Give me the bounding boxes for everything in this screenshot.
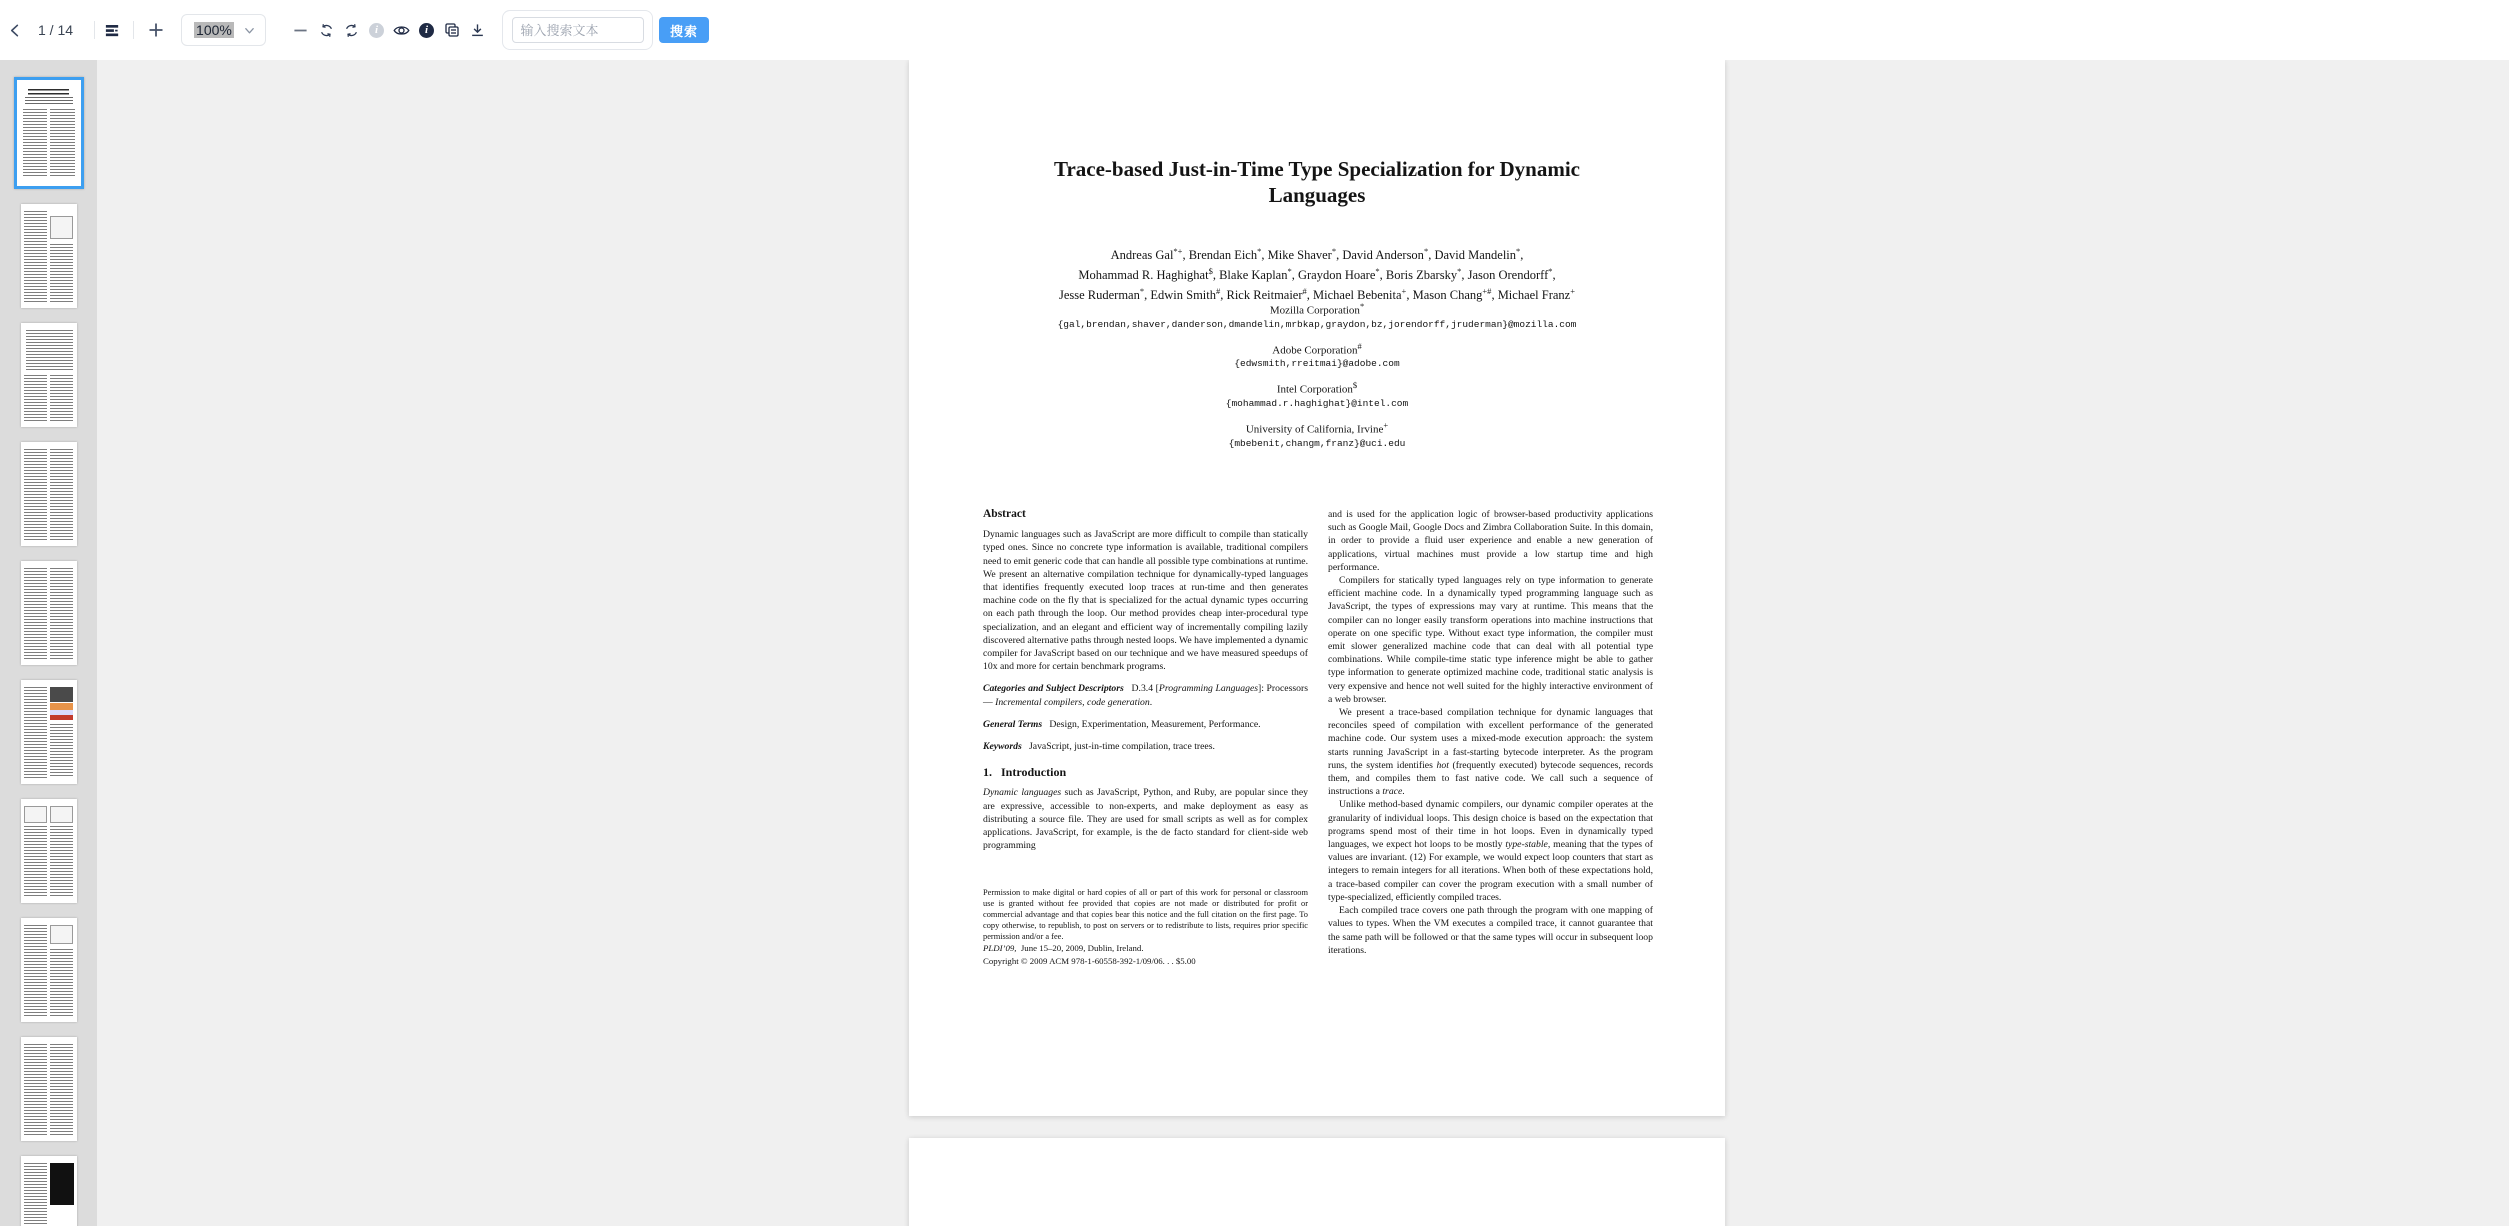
thumbnail-panel-icon xyxy=(104,22,121,39)
chevron-down-icon xyxy=(244,25,255,36)
page-thumbnail-1[interactable] xyxy=(14,77,84,189)
plus-icon xyxy=(148,22,164,38)
info-disabled-button xyxy=(369,17,384,43)
thumbnail-page-image xyxy=(21,323,77,427)
body-paragraph: and is used for the application logic of browser-based productivity applications such as Google Mail, Google Docs and Zimbra Collaboration Suite. In this domain, in order to provide a fluid user experience and enable a new generation of applications, virtual machines must provide a low startup time and high performance. xyxy=(1328,509,1653,573)
affiliation: University of California, Irvine+ {mbebenit,changm,franz}@uci.edu xyxy=(1228,419,1406,449)
page-thumbnail-7[interactable] xyxy=(21,799,77,903)
toolbar-divider xyxy=(133,21,134,39)
toolbar-divider xyxy=(94,21,95,39)
rotate-clockwise-icon xyxy=(319,23,334,38)
thumbnail-page-image xyxy=(21,918,77,1022)
body-paragraph: Each compiled trace covers one path through the program with one mapping of values to types. When the VM executes a compiled trace, it cannot guarantee that the same path will be followed or that the same types will occur in subsequent loop iterations. xyxy=(1328,905,1653,956)
copyright-line: Copyright © 2009 ACM 978-1-60558-392-1/09/06. . . $5.00 xyxy=(983,955,1196,966)
printer-icon xyxy=(444,22,460,38)
paper-body-columns xyxy=(983,508,1653,967)
info-disabled-icon: i xyxy=(369,23,384,38)
affiliation: Intel Corporation$ {mohammad.r.haghighat}@intel.com xyxy=(1225,380,1409,409)
search-box xyxy=(502,10,653,50)
page-thumbnail-10[interactable] xyxy=(21,1156,77,1226)
body-paragraph: We present a trace-based compilation technique for dynamic languages that reconciles speed of compilation with excellent performance of the generated machine code. Our system uses a mixed-mode execution approach: the system starts running JavaScript in a fast-starting bytecode interpreter. As the program runs, the system identifies hot (frequently executed) bytecode sequences, records them, and compiles them to fast native code. We call such a sequence of instructions a trace. xyxy=(1328,707,1653,798)
info-icon: i xyxy=(419,23,434,38)
thumbnail-page-image xyxy=(21,204,77,308)
thumbnail-page-image xyxy=(21,1037,77,1141)
introduction-text: Dynamic languages such as JavaScript, Python, and Ruby, are popular since they are expressive, accessible to non-experts, and make deployment as easy as distributing a source file. They are used for small scripts as well as for complex applications. JavaScript, for example, is the de facto standard for client-side web programming xyxy=(983,787,1308,852)
paper-authors: Andreas Gal*+, Brendan Eich*, Mike Shaver*, David Anderson*, David Mandelin*, Mohammad R. Haghighat$, Blake Kaplan*, Graydon Hoare*, Boris Zbarsky*, Jason Orendorff*, Jesse Ruderman*, Edwin Smith#, Rick Reitmaier#, Michael Bebenita+, Mason Chang+#, Michael Franz+ xyxy=(1058,246,1576,303)
page-thumbnail-4[interactable] xyxy=(21,442,77,546)
thumbnail-page-image xyxy=(21,680,77,784)
thumbnail-page-image xyxy=(21,1156,77,1226)
thumbnail-page-image xyxy=(21,561,77,665)
affiliation: Adobe Corporation# {edwsmith,rreitmai}@adobe.com xyxy=(1234,340,1400,370)
minus-icon xyxy=(293,23,308,38)
document-viewport[interactable] xyxy=(97,60,2509,1226)
paper-title: Trace-based Just-in-Time Type Specialization for Dynamic Languages xyxy=(1054,157,1580,207)
print-button[interactable] xyxy=(444,17,460,43)
page-indicator: 1 / 14 xyxy=(38,22,74,38)
page-thumbnail-8[interactable] xyxy=(21,918,77,1022)
view-mode-button[interactable] xyxy=(393,17,410,43)
info-button[interactable] xyxy=(419,17,434,43)
back-button[interactable] xyxy=(8,17,23,43)
body-paragraph: Compilers for statically typed languages rely on type information to generate efficient machine code. In a dynamically typed programming language such as JavaScript, the types of expressions may vary at runtime. This means that the compiler can no longer easily transform operations into machine instructions that operate on one specific type. Without exact type information, the compiler must emit slower generalized machine code that can deal with all potential type combinations. While compile-time static type inference might be able to gather type information to generate optimized machine code, traditional static analysis is very expensive and hence not well suited for the highly interactive environment of a web browser. xyxy=(1328,575,1653,705)
page-thumbnail-6[interactable] xyxy=(21,680,77,784)
thumbnail-page-image xyxy=(21,799,77,903)
introduction-heading: 1. Introduction xyxy=(983,765,1067,780)
document-page-2 xyxy=(909,1138,1725,1226)
affiliation: Mozilla Corporation* {gal,brendan,shaver,danderson,dmandelin,mrbkap,graydon,bz,jorendorff,jruderman}@mozilla.com xyxy=(1057,301,1577,330)
zoom-in-button[interactable] xyxy=(148,17,164,43)
page-thumbnail-9[interactable] xyxy=(21,1037,77,1141)
rotate-counterclockwise-icon xyxy=(344,23,359,38)
general-terms-text: General Terms Design, Experimentation, Measurement, Performance. xyxy=(983,718,1261,730)
permission-notice: Permission to make digital or hard copies of all or part of this work for personal or classroom use is granted without fee provided that copies are not made or distributed for profit or commercial advantage and that copies bear this notice and the full citation on the first page. To copy otherwise, to republish, to post on servers or to redistribute to lists, requires prior specific permission and/or a fee. xyxy=(983,888,1308,941)
keywords-text: Keywords JavaScript, just-in-time compilation, trace trees. xyxy=(983,741,1215,753)
thumbnail-page-image xyxy=(19,82,79,184)
sidebar-toggle-button[interactable] xyxy=(104,17,121,43)
venue-line: PLDI’09, June 15–20, 2009, Dublin, Ireland. xyxy=(983,943,1144,954)
copyright-block xyxy=(983,888,1308,967)
zoom-level-select[interactable] xyxy=(181,14,266,46)
page-thumbnail-5[interactable] xyxy=(21,561,77,665)
toolbar xyxy=(0,0,2509,60)
paper-affiliations xyxy=(909,300,1725,459)
download-button[interactable] xyxy=(470,17,485,43)
zoom-level-value: 100% xyxy=(196,22,232,38)
eye-icon xyxy=(393,22,410,39)
chevron-left-icon xyxy=(8,23,23,38)
thumbnail-sidebar xyxy=(0,60,97,1226)
thumbnail-page-image xyxy=(21,442,77,546)
search-input[interactable] xyxy=(512,17,644,43)
rotate-cw-button[interactable] xyxy=(319,17,334,43)
zoom-out-button[interactable] xyxy=(293,17,308,43)
download-icon xyxy=(470,23,485,38)
rotate-ccw-button[interactable] xyxy=(344,17,359,43)
categories-text: Categories and Subject Descriptors D.3.4 [Programming Languages]: Processors — Incremental compilers, code generation. xyxy=(983,683,1308,708)
search-button[interactable]: 搜索 xyxy=(659,17,709,43)
abstract-text: Dynamic languages such as JavaScript are more difficult to compile than statically typed ones. Since no concrete type information is available, traditional compilers need to emit generic code that can handle all possible type combinations at runtime. We present an alternative compilation technique for dynamically-typed languages that identifies frequently executed loop traces at run-time and then generates machine code on the fly that is specialized for the actual dynamic types occurring on each path through the loop. Our method provides cheap inter-procedural type specialization, and an elegant and efficient way of incrementally compiling lazily discovered alternative paths through nested loops. We have implemented a dynamic compiler for JavaScript based on our technique and we have measured speedups of 10x and more for certain benchmark programs. xyxy=(983,529,1308,673)
page-thumbnail-3[interactable] xyxy=(21,323,77,427)
left-column xyxy=(983,508,1308,967)
right-column xyxy=(1328,508,1653,967)
document-page-1 xyxy=(909,60,1725,1116)
abstract-heading: Abstract xyxy=(983,508,1026,520)
page-thumbnail-2[interactable] xyxy=(21,204,77,308)
body-paragraph: Unlike method-based dynamic compilers, our dynamic compiler operates at the granularity of individual loops. This design choice is based on the expectation that programs spend most of their time in hot loops. Even in dynamically typed languages, we expect hot loops to be mostly type-stable, meaning that the types of values are invariant. (12) For example, we would expect loop counters that start as integers to remain integers for all iterations. When both of these expectations hold, a trace-based compiler can cover the program execution with a small number of type-specialized, efficiently compiled traces. xyxy=(1328,799,1653,903)
